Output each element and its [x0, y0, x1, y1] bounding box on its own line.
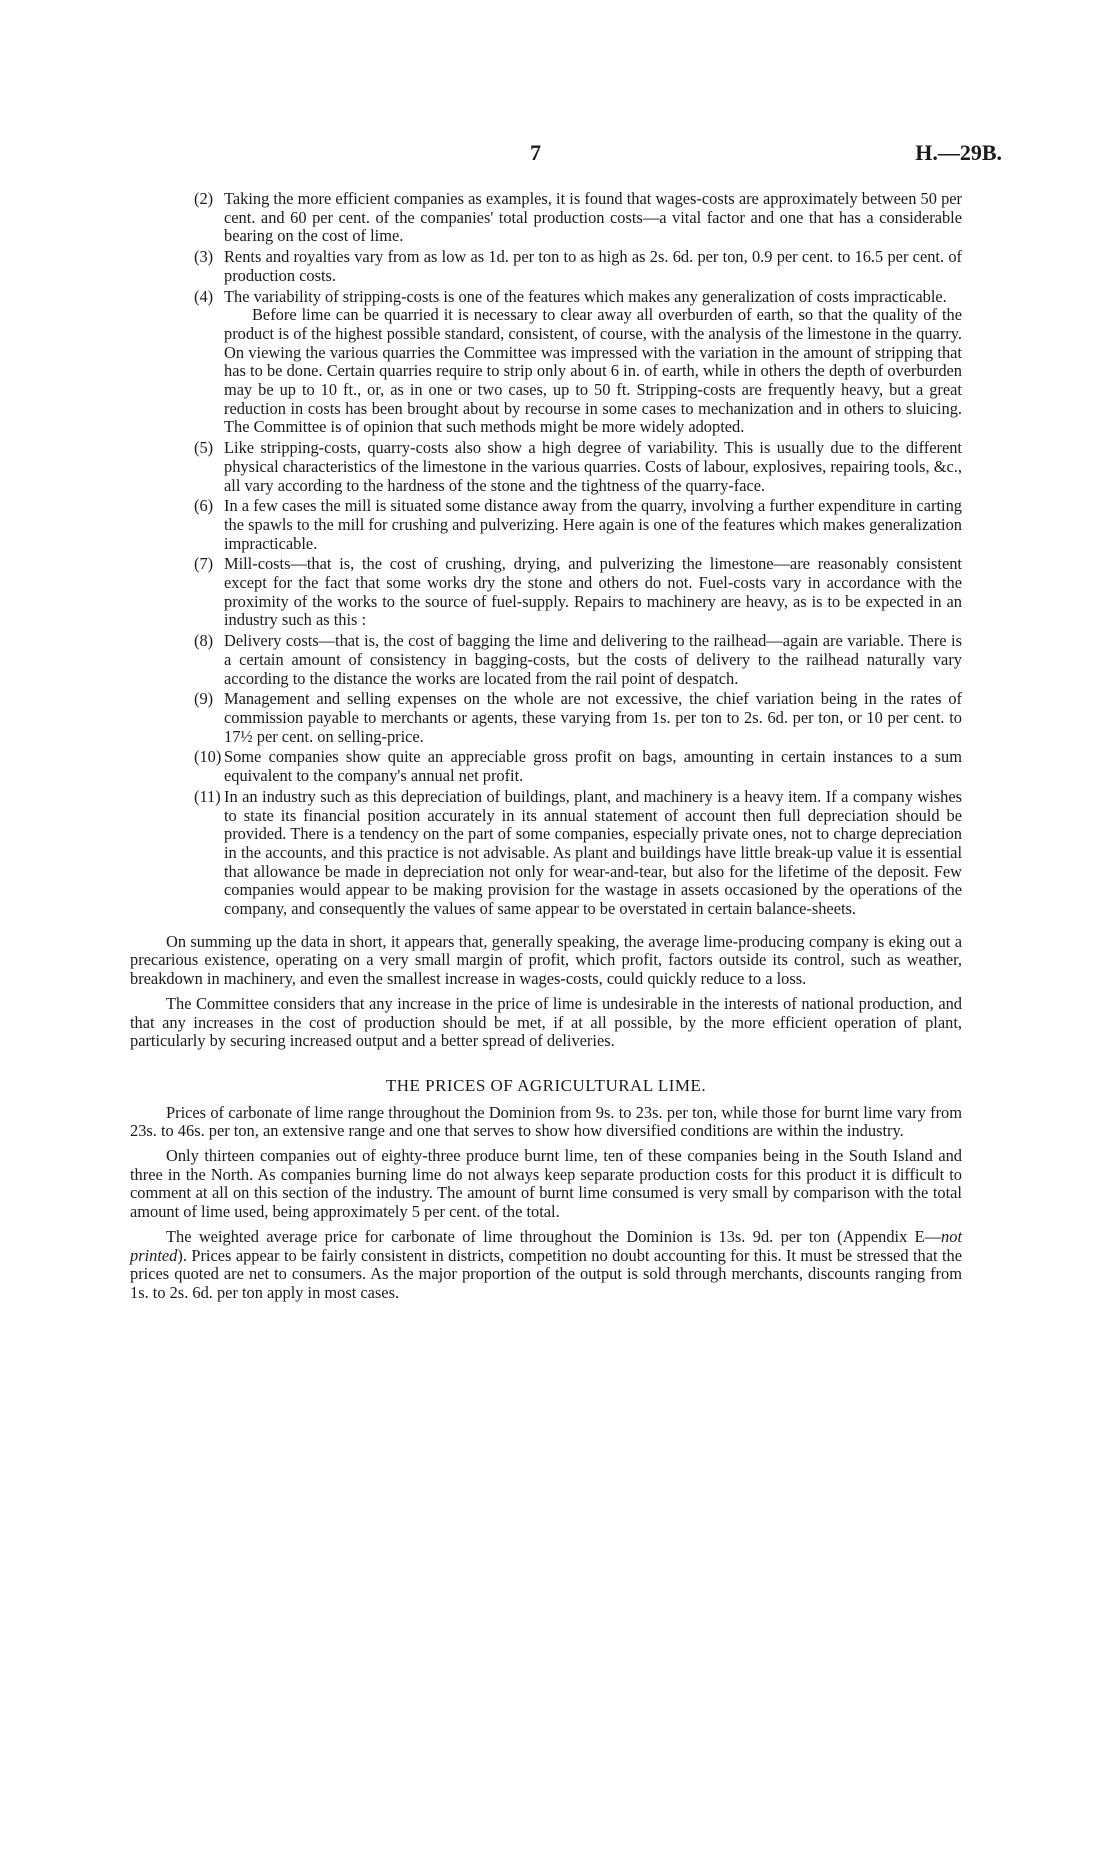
item-text: Rents and royalties vary from as low as 1d. per ton to as high as 2s. 6d. per ton, 0.9 per cent. to 16.5 per cent. of production costs.	[224, 247, 962, 285]
section-paragraph	[130, 1228, 962, 1303]
item-number: (2)	[194, 189, 214, 208]
item-text: In a few cases the mill is situated some distance away from the quarry, involving a further expenditure in carting the spawls to the mill for crushing and pulverizing. Here again is one of the features which makes generalization impracticable.	[224, 496, 962, 553]
list-item	[194, 288, 962, 438]
item-text: Management and selling expenses on the whole are not excessive, the chief variation being in the rates of commission payable to merchants or agents, these varying from 1s. per ton to 2s. 6d. per ton, or 10 per cent. to 17½ per cent. on selling-price.	[224, 689, 962, 746]
list-item	[194, 632, 962, 688]
item-number: (9)	[194, 689, 214, 709]
summary-paragraph: On summing up the data in short, it appears that, generally speaking, the average lime-producing company is eking out a precarious existence, operating on a very small margin of profit, which profit, factors outside its control, such as weather, breakdown in machinery, and even the smallest increase in wages-costs, could quickly reduce to a loss.	[130, 931, 962, 989]
list-item	[194, 748, 962, 785]
list-item	[194, 497, 962, 553]
item-number: (8)	[194, 631, 214, 651]
section-paragraph: Prices of carbonate of lime range throughout the Dominion from 9s. to 23s. per ton, while those for burnt lime vary from 23s. to 46s. per ton, an extensive range and one that serves to show how diversified conditions are within the industry.	[130, 1102, 962, 1141]
item-text: Taking the more efficient companies as examples, it is found that wages-costs are approximately between 50 per cent. and 60 per cent. of the companies' total production costs—a vital factor and one that has a considerable bearing on the cost of lime.	[224, 189, 962, 246]
list-item	[194, 190, 962, 246]
section-heading: THE PRICES OF AGRICULTURAL LIME.	[385, 1075, 707, 1095]
page-header	[0, 140, 1114, 170]
item-text: Some companies show quite an appreciable gross profit on bags, amounting in certain instances to a sum equivalent to the company's annual net profit.	[224, 747, 962, 786]
item-number: (3)	[194, 247, 214, 267]
document-reference: H.—29B.	[915, 140, 1002, 165]
page-number: 7	[530, 140, 541, 165]
list-item	[194, 788, 962, 919]
item-number: (7)	[194, 554, 214, 574]
paragraph-text: ). Prices appear to be fairly consistent in districts, competition no doubt accounting for this. It must be stressed that the prices quoted are net to consumers. As the major proportion of the output is sold through merchants, discounts ranging from 1s. to 2s. 6d. per ton apply in most cases.	[130, 1245, 962, 1302]
item-text: Like stripping-costs, quarry-costs also show a high degree of variability. This is usually due to the different physical characteristics of the limestone in the various quarries. Costs of labour, explosives, repairing tools, &c., all vary according to the hardness of the stone and the tightness of the quarry-face.	[224, 438, 962, 495]
item-text: The variability of stripping-costs is one of the features which makes any generalization of costs impracticable.	[224, 286, 947, 306]
document-body	[130, 190, 962, 1303]
item-text: Mill-costs—that is, the cost of crushing, drying, and pulverizing the limestone—are reasonably consistent except for the fact that some works dry the stone and others do not. Fuel-costs vary in accordance with the proximity of the works to the source of fuel-supply. Repairs to machinery are heavy, as is to be expected in an industry such as this :	[224, 554, 962, 630]
item-number: (10)	[194, 747, 222, 767]
list-item	[194, 439, 962, 495]
list-item	[194, 555, 962, 630]
paragraph-text: The weighted average price for carbonate of lime throughout the Dominion is 13s. 9d. per ton (Appendix E—	[166, 1226, 942, 1246]
list-item	[194, 690, 962, 746]
item-number: (5)	[194, 438, 214, 458]
item-text: In an industry such as this depreciation of buildings, plant, and machinery is a heavy item. If a company wishes to state its financial position accurately in its annual statement of account then full depreciation should be provided. There is a tendency on the part of some companies, especially private ones, not to charge depreciation in the accounts, and this practice is not advisable. As plant and buildings have little break-up value it is essential that allowance be made in depreciation not only for wear-and-tear, but also for the lifetime of the deposit. Few companies would appear to be making provision for the wastage in assets occasioned by the operations of the company, and consequently the values of same appear to be overstated in certain balance-sheets.	[224, 786, 962, 919]
item-number: (6)	[194, 496, 214, 516]
item-number: (4)	[194, 286, 214, 306]
list-item	[194, 248, 962, 285]
italic-note: not printed	[130, 1226, 962, 1265]
summary-paragraph: The Committee considers that any increase in the price of lime is undesirable in the interests of national production, and that any increases in the cost of production should be met, if at all possible, by the more efficient operation of plant, particularly by securing increased output and a better spread of deliveries.	[130, 993, 962, 1051]
item-text: Delivery costs—that is, the cost of bagging the lime and delivering to the railhead—again are variable. There is a certain amount of consistency in bagging-costs, but the costs of delivery to the railhead naturally vary according to the distance the works are located from the rail point of despatch.	[224, 631, 962, 688]
section-paragraph: Only thirteen companies out of eighty-three produce burnt lime, ten of these companies being in the South Island and three in the North. As companies burning lime do not always keep separate production costs for this product it is difficult to comment at all on this section of the industry. The amount of burnt lime consumed is very small by comparison with the total amount of lime used, being approximately 5 per cent. of the total.	[130, 1146, 962, 1222]
item-subparagraph: Before lime can be quarried it is necessary to clear away all overburden of earth, so that the quality of the product is of the highest possible standard, consistent, of course, with the analysis of the limestone in the quarry. On viewing the various quarries the Committee was impressed with the variation in the amount of stripping that has to be done. Certain quarries require to strip only about 6 in. of earth, while in others the depth of overburden may be up to 10 ft., or, as in one or two cases, up to 50 ft. Stripping-costs are frequently heavy, but a great reduction in costs has been brought about by recourse in some cases to mechanization and in others to sluicing. The Committee is of opinion that such methods might be more widely adopted.	[224, 305, 962, 437]
item-number: (11)	[194, 786, 221, 806]
